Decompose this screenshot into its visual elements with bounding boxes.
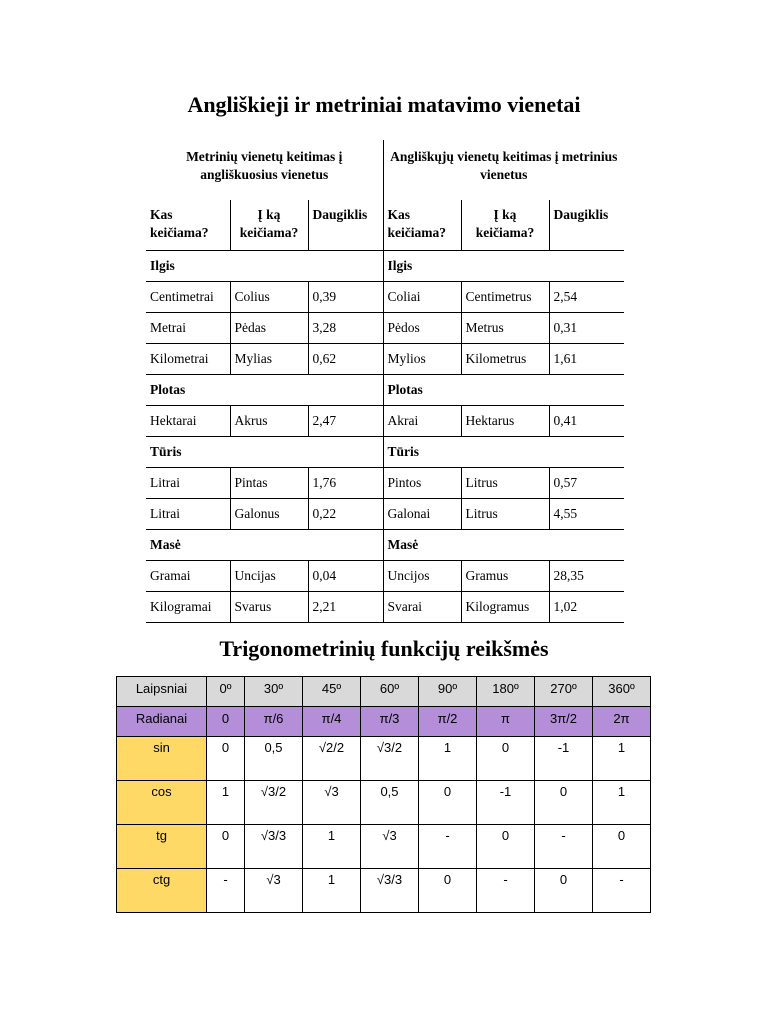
value-cell: 1	[617, 740, 626, 755]
value-cell: 0	[221, 828, 230, 843]
degree-cell: 45º	[321, 681, 342, 696]
degree-cell: 90º	[437, 681, 458, 696]
value-cell: 1	[443, 740, 452, 755]
degree-cell: 360º	[608, 681, 635, 696]
value-cell: 1	[221, 784, 230, 799]
radian-cell: π/2	[437, 711, 458, 726]
degree-cell: 30º	[263, 681, 284, 696]
section-row	[146, 375, 624, 406]
from-unit-right: Akrai	[387, 413, 419, 428]
row-label: sin	[153, 740, 170, 755]
section-row	[146, 530, 624, 561]
value-cell: -	[223, 872, 228, 887]
factor-right: 1,02	[553, 599, 578, 614]
radians-row	[117, 707, 651, 737]
factor-left: 0,39	[312, 289, 337, 304]
value-cell: √3	[382, 828, 397, 843]
section-name-left: Plotas	[150, 382, 186, 397]
value-cell: √3/3	[260, 828, 287, 843]
factor-right: 4,55	[553, 506, 578, 521]
col-to-left: Į ką keičiama?	[239, 207, 299, 240]
trig-title: Trigonometrinių funkcijų reikšmės	[219, 636, 549, 661]
section-name-right: Plotas	[387, 382, 423, 397]
value-cell: 0	[443, 872, 452, 887]
table-row	[146, 468, 624, 499]
units-conversion-table	[146, 140, 624, 623]
col-factor-right: Daugiklis	[553, 207, 609, 222]
to-unit-left: Pėdas	[234, 320, 266, 335]
radian-cell: π/6	[263, 711, 284, 726]
from-unit-right: Mylios	[387, 351, 426, 366]
value-cell: -1	[499, 784, 512, 799]
to-unit-left: Pintas	[234, 475, 268, 490]
function-row-tg	[117, 825, 651, 869]
to-unit-right: Hektarus	[465, 413, 515, 428]
to-unit-right: Centimetrus	[465, 289, 532, 304]
from-unit-left: Litrai	[150, 475, 180, 490]
value-cell: -	[619, 872, 624, 887]
factor-left: 0,22	[312, 506, 337, 521]
section-name-left: Tūris	[150, 444, 182, 459]
factor-left: 0,62	[312, 351, 337, 366]
right-section-header: Angliškųjų vienetų keitimas į metrinius vienetus	[390, 149, 618, 182]
to-unit-left: Svarus	[234, 599, 272, 614]
to-unit-right: Gramus	[465, 568, 509, 583]
factor-left: 2,21	[312, 599, 337, 614]
col-factor-left: Daugiklis	[312, 207, 368, 222]
col-to-right: Į ką keičiama?	[475, 207, 535, 240]
value-cell: 0,5	[380, 784, 399, 799]
factor-right: 0,41	[553, 413, 578, 428]
section-name-right: Ilgis	[387, 258, 413, 273]
radian-cell: 0	[221, 711, 230, 726]
value-cell: √3/2	[376, 740, 403, 755]
factor-right: 1,61	[553, 351, 578, 366]
from-unit-left: Kilogramai	[150, 599, 212, 614]
value-cell: 1	[327, 872, 336, 887]
from-unit-right: Galonai	[387, 506, 431, 521]
degrees-row	[117, 677, 651, 707]
value-cell: √3	[266, 872, 281, 887]
row-label: Radianai	[135, 711, 188, 726]
value-cell: 1	[617, 784, 626, 799]
factor-left: 2,47	[312, 413, 337, 428]
factor-left: 3,28	[312, 320, 337, 335]
from-unit-right: Uncijos	[387, 568, 430, 583]
value-cell: 0,5	[264, 740, 283, 755]
radian-cell: π	[501, 711, 510, 726]
section-name-right: Tūris	[387, 444, 420, 459]
units-title: Angliškieji ir metriniai matavimo vienetai	[187, 92, 581, 117]
to-unit-right: Kilometrus	[465, 351, 527, 366]
row-label: Laipsniai	[135, 681, 188, 696]
from-unit-left: Hektarai	[150, 413, 197, 428]
table-row	[146, 561, 624, 592]
section-name-left: Masė	[150, 537, 181, 552]
from-unit-left: Metrai	[150, 320, 186, 335]
value-cell: 0	[501, 740, 510, 755]
radian-cell: 2π	[613, 711, 630, 726]
row-label: cos	[151, 784, 172, 799]
value-cell: -	[445, 828, 450, 843]
table-row	[146, 282, 624, 313]
section-row	[146, 437, 624, 468]
to-unit-right: Litrus	[465, 475, 498, 490]
function-row-cos	[117, 781, 651, 825]
table-row	[146, 592, 624, 623]
left-section-header: Metrinių vienetų keitimas į angliškuosius vienetus	[186, 149, 343, 182]
function-row-sin	[117, 737, 651, 781]
value-cell: 0	[501, 828, 510, 843]
table-row	[146, 344, 624, 375]
radian-cell: π/4	[321, 711, 342, 726]
to-unit-left: Akrus	[234, 413, 268, 428]
to-unit-right: Kilogramus	[465, 599, 530, 614]
factor-right: 28,35	[553, 568, 584, 583]
row-label: tg	[156, 828, 167, 843]
from-unit-left: Gramai	[150, 568, 191, 583]
degree-cell: 60º	[379, 681, 400, 696]
value-cell: 0	[559, 784, 568, 799]
radian-cell: 3π/2	[549, 711, 578, 726]
degree-cell: 180º	[492, 681, 519, 696]
value-cell: 0	[559, 872, 568, 887]
degree-cell: 270º	[550, 681, 577, 696]
to-unit-left: Uncijas	[234, 568, 276, 583]
section-name-right: Masė	[387, 537, 419, 552]
from-unit-right: Pintos	[387, 475, 422, 490]
row-label: ctg	[152, 872, 171, 887]
to-unit-left: Colius	[234, 289, 270, 304]
radian-cell: π/3	[379, 711, 400, 726]
table-row	[146, 499, 624, 530]
section-row	[146, 251, 624, 282]
from-unit-left: Litrai	[150, 506, 180, 521]
value-cell: √3/3	[376, 872, 403, 887]
col-from-right: Kas keičiama?	[387, 207, 446, 240]
function-row-ctg	[117, 869, 651, 913]
factor-right: 2,54	[553, 289, 578, 304]
to-unit-left: Galonus	[234, 506, 280, 521]
factor-left: 1,76	[312, 475, 337, 490]
to-unit-right: Metrus	[465, 320, 504, 335]
value-cell: 0	[221, 740, 230, 755]
value-cell: √3/2	[260, 784, 287, 799]
value-cell: -	[561, 828, 566, 843]
table-row	[146, 313, 624, 344]
from-unit-left: Kilometrai	[150, 351, 209, 366]
from-unit-right: Svarai	[387, 599, 422, 614]
value-cell: -1	[557, 740, 570, 755]
value-cell: 1	[327, 828, 336, 843]
value-cell: 0	[443, 784, 452, 799]
value-cell: √3	[324, 784, 339, 799]
factor-right: 0,31	[553, 320, 578, 335]
col-from-left: Kas keičiama?	[150, 207, 209, 240]
degree-cell: 0º	[219, 681, 232, 696]
value-cell: -	[503, 872, 508, 887]
to-unit-right: Litrus	[465, 506, 498, 521]
factor-right: 0,57	[553, 475, 578, 490]
value-cell: √2/2	[318, 740, 345, 755]
value-cell: 0	[617, 828, 626, 843]
factor-left: 0,04	[312, 568, 337, 583]
from-unit-right: Pėdos	[387, 320, 420, 335]
trig-values-table	[116, 676, 651, 913]
section-name-left: Ilgis	[150, 258, 175, 273]
from-unit-right: Coliai	[387, 289, 421, 304]
table-row	[146, 406, 624, 437]
to-unit-left: Mylias	[234, 351, 273, 366]
from-unit-left: Centimetrai	[150, 289, 214, 304]
